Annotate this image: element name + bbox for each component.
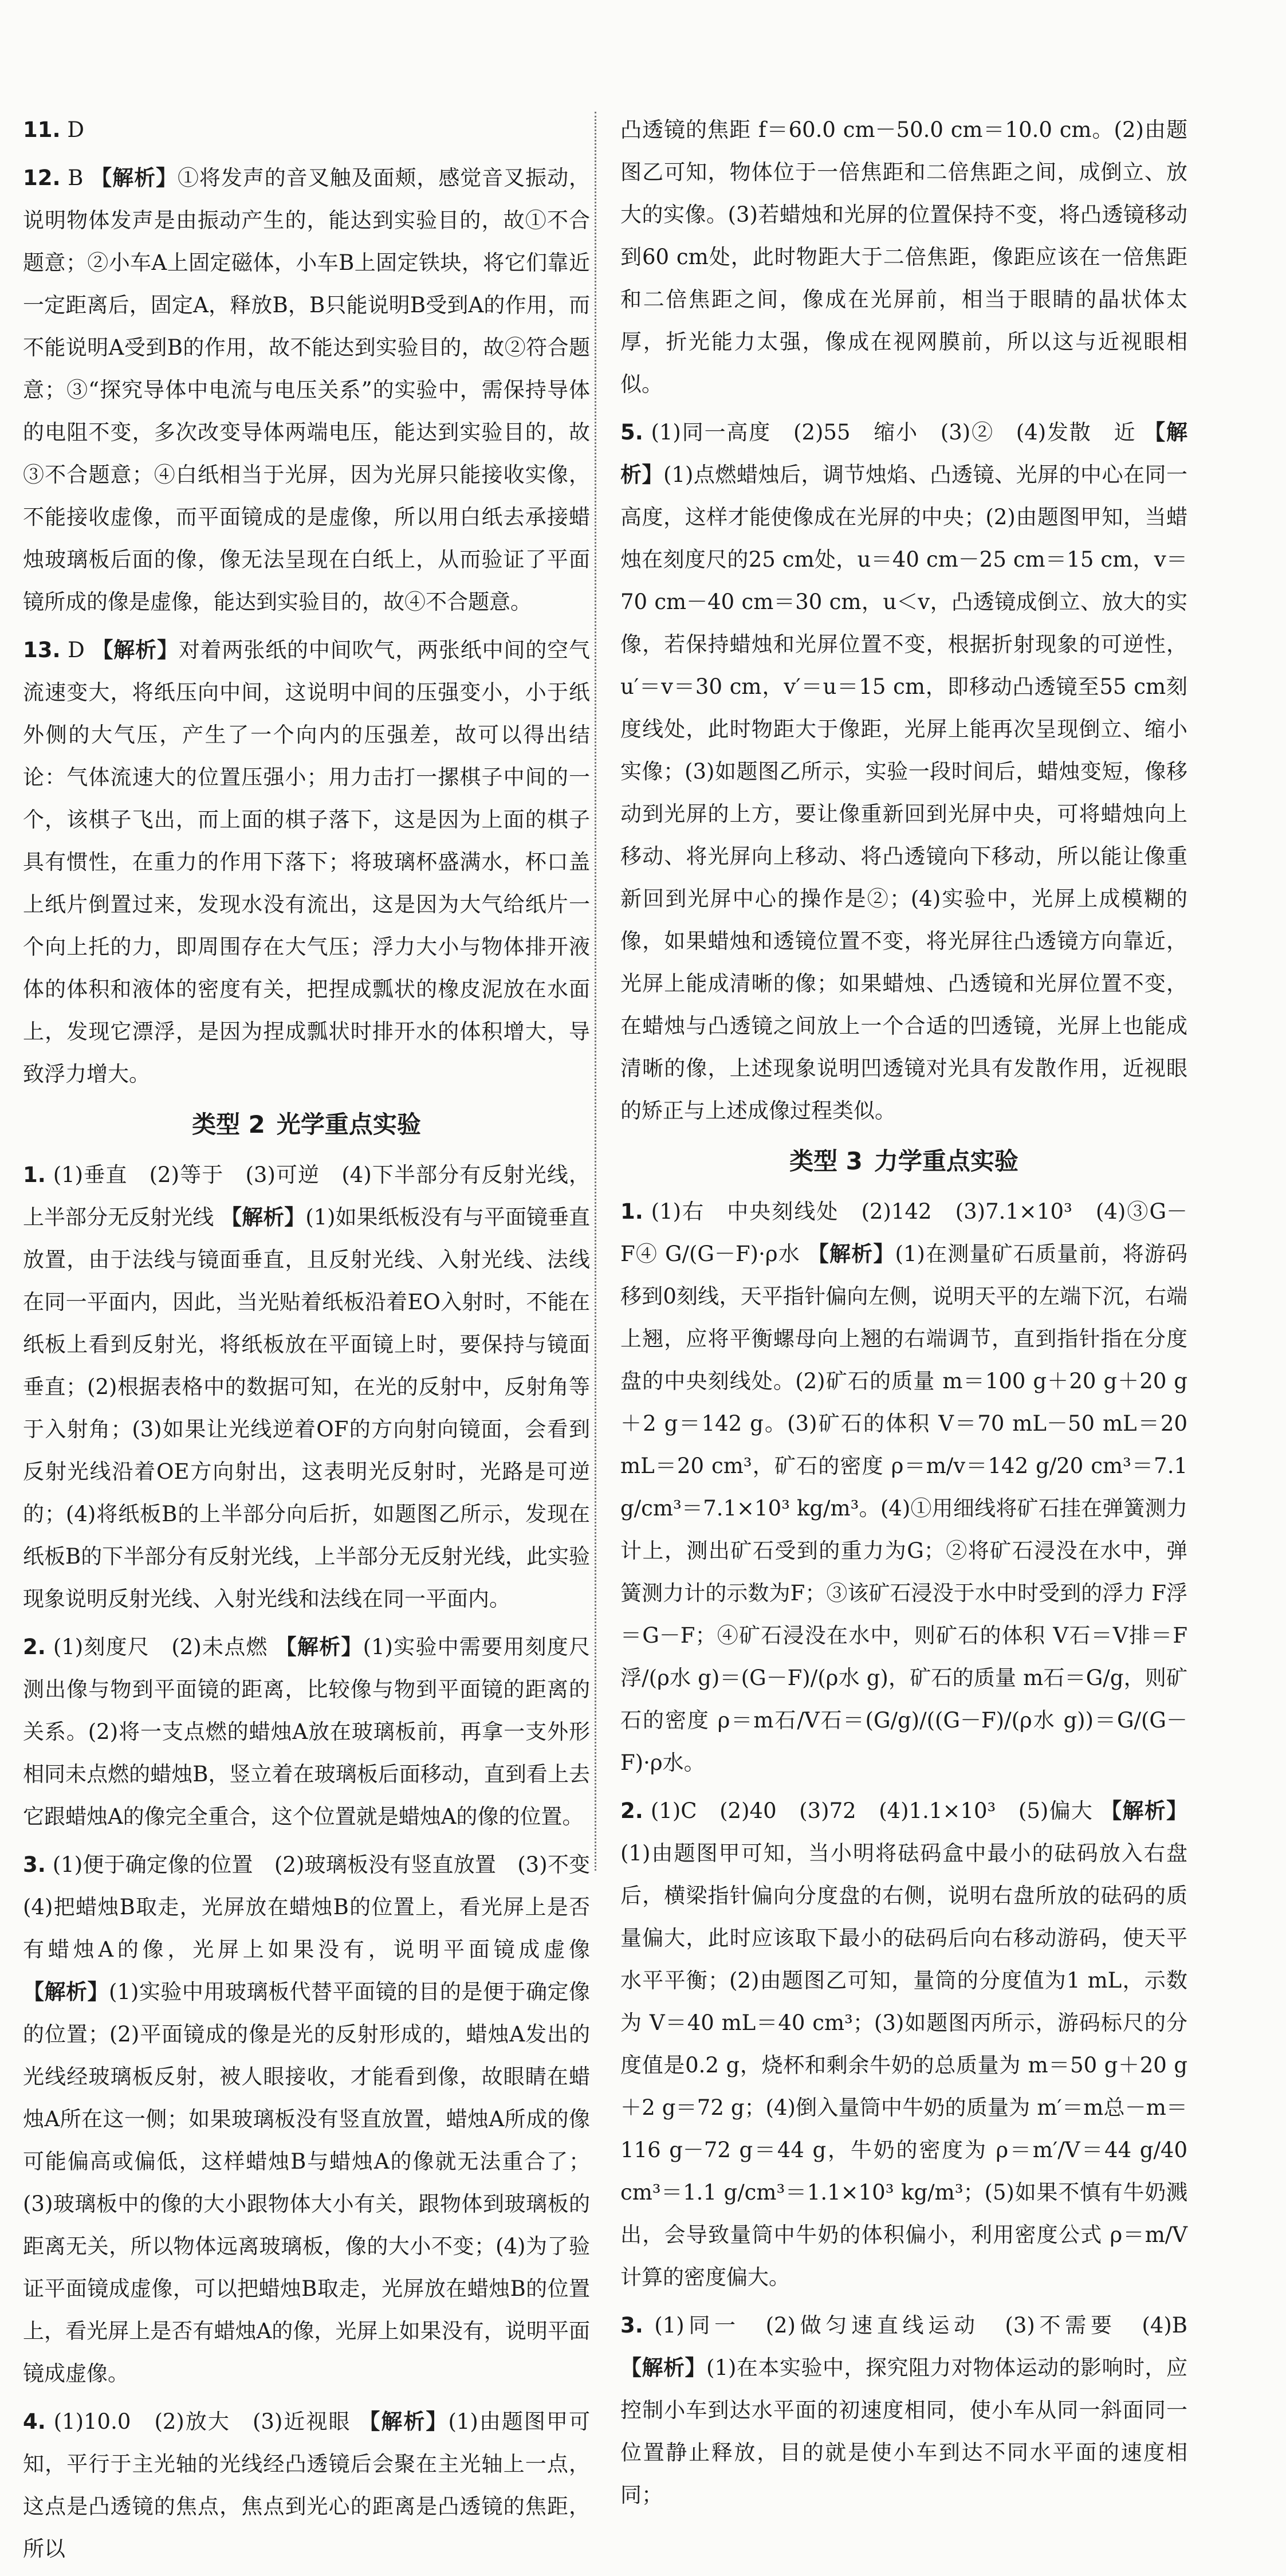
question-number: 3. bbox=[23, 1852, 46, 1877]
analysis-tag: 【解析】 bbox=[359, 2409, 449, 2434]
column-divider bbox=[595, 112, 596, 1871]
answer-text: (1)刻度尺 (2)未点燃 bbox=[53, 1635, 268, 1659]
analysis-text: (1)由题图甲可知，平行于主光轴的光线经凸透镜后会聚在主光轴上一点，这点是凸透镜的焦点，焦点到光心的距离是凸透镜的焦距，所以 bbox=[23, 2409, 590, 2561]
analysis-text: (1)实验中需要用刻度尺测出像与物到平面镜的距离，比较像与物到平面镜的距离的关系。(2)将一支点燃的蜡烛A放在玻璃板前，再拿一支外形相同未点燃的蜡烛B，竖立着在玻璃板后面移动，直到看上去它跟蜡烛A的像完全重合，这个位置就是蜡烛A的像的位置。 bbox=[23, 1635, 591, 1829]
answer-text: (1)右 中央刻线处 (2)142 (3)7.1×10³ (4)③G－F④ G/(G－F)·ρ水 bbox=[620, 1199, 1188, 1266]
question-number: 2. bbox=[620, 1799, 643, 1823]
analysis-tag: 【解析】 bbox=[92, 638, 179, 662]
question-number: 13. bbox=[23, 638, 61, 662]
question-number: 3. bbox=[620, 2313, 643, 2338]
right-column bbox=[620, 109, 1187, 2522]
analysis-tag: 【解析】 bbox=[275, 1635, 363, 1659]
question-number: 12. bbox=[23, 166, 61, 190]
right-items bbox=[620, 109, 1187, 1132]
answer-item bbox=[620, 2304, 1187, 2516]
analysis-text: ①将发声的音叉触及面颊，感觉音叉振动，说明物体发声是由振动产生的，能达到实验目的，故①不合题意；②小车A上固定磁体，小车B上固定铁块，将它们靠近一定距离后，固定A，释放B，B只能说明B受到A的作用，而不能说明A受到B的作用，故不能达到实验目的，故②符合题意；③“探究导体中电流与电压关系”的实验中，需保持导体的电阻不变，多次改变导体两端电压，能达到实验目的，故③不合题意；④白纸相当于光屏，因为光屏只能接收实像，不能接收虚像，而平面镜成的是虚像，所以用白纸去承接蜡烛玻璃板后面的像，像无法呈现在白纸上，从而验证了平面镜所成的像是虚像，能达到实验目的，故④不合题意。 bbox=[23, 166, 591, 614]
question-number: 11. bbox=[23, 117, 61, 142]
analysis-tag: 【解析】 bbox=[221, 1205, 306, 1230]
answer-text: D bbox=[68, 638, 85, 662]
question-number: 4. bbox=[23, 2409, 46, 2434]
answer-item bbox=[620, 411, 1187, 1132]
answer-text: (1)同一 (2)做匀速直线运动 (3)不需要 (4)B bbox=[654, 2313, 1187, 2338]
answer-item bbox=[23, 1154, 590, 1620]
question-number: 5. bbox=[620, 420, 643, 445]
analysis-tag: 【解析】 bbox=[91, 166, 178, 190]
answer-text: (1)C (2)40 (3)72 (4)1.1×10³ (5)偏大 bbox=[650, 1799, 1094, 1823]
answer-text: (1)10.0 (2)放大 (3)近视眼 bbox=[53, 2409, 351, 2434]
answer-text: D bbox=[67, 117, 84, 142]
section-title: 光学重点实验 bbox=[276, 1110, 421, 1138]
answer-text: (1)便于确定像的位置 (2)玻璃板没有竖直放置 (3)不变 (4)把蜡烛B取走，光屏放在蜡烛B的位置上，看光屏上是否有蜡烛A的像，光屏上如果没有，说明平面镜成虚像 bbox=[23, 1852, 611, 1962]
answer-item bbox=[620, 1790, 1187, 2299]
analysis-tag: 【解析】 bbox=[620, 420, 1188, 487]
analysis-tag: 【解析】 bbox=[23, 1980, 109, 2004]
answer-text: B bbox=[68, 166, 84, 190]
analysis-text: 对着两张纸的中间吹气，两张纸中间的空气流速变大，将纸压向中间，这说明中间的压强变小，小于纸外侧的大气压，产生了一个向内的压强差，故可以得出结论：气体流速大的位置压强小；用力击打一摞棋子中间的一个，该棋子飞出，而上面的棋子落下，这是因为上面的棋子具有惯性，在重力的作用下落下；将玻璃杯盛满水，杯口盖上纸片倒置过来，发现水没有流出，这是因为大气给纸片一个向上托的力，即周围存在大气压；浮力大小与物体排开液体的体积和液体的密度有关，把捏成瓢状的橡皮泥放在水面上，发现它漂浮，是因为捏成瓢状时排开水的体积增大，导致浮力增大。 bbox=[23, 638, 590, 1086]
analysis-tag: 【解析】 bbox=[620, 2355, 707, 2380]
section-heading-type-3 bbox=[620, 1140, 1187, 1183]
section-heading-type-2 bbox=[23, 1104, 590, 1146]
analysis-text: (1)如果纸板没有与平面镜垂直放置，由于法线与镜面垂直，且反射光线、入射光线、法线在同一平面内，因此，当光贴着纸板沿着EO入射时，不能在纸板上看到反射光，将纸板放在平面镜上时，要保持与镜面垂直；(2)根据表格中的数据可知，在光的反射中，反射角等于入射角；(3)如果让光线逆着OF的方向射向镜面，会看到反射光线沿着OE方向射出，这表明光反射时，光路是可逆的；(4)将纸板B的上半部分向后折，如题图乙所示，发现在纸板B的下半部分有反射光线，上半部分无反射光线，此实验现象说明反射光线、入射光线和法线在同一平面内。 bbox=[23, 1205, 590, 1611]
answer-item bbox=[23, 629, 590, 1095]
analysis-text: 凸透镜的焦距 f＝60.0 cm－50.0 cm＝10.0 cm。(2)由题图乙可知，物体位于一倍焦距和二倍焦距之间，成倒立、放大的实像。(3)若蜡烛和光屏的位置保持不变，将凸透镜移动到60 cm处，此时物距大于二倍焦距，像距应该在一倍焦距和二倍焦距之间，像成在光屏前，相当于眼睛的晶状体太厚，折光能力太强，像成在视网膜前，所以这与近视眼相似。 bbox=[620, 117, 1187, 396]
analysis-tag: 【解析】 bbox=[807, 1242, 895, 1266]
answer-text: (1)垂直 (2)等于 (3)可逆 (4)下半部分有反射光线，上半部分无反射光线 bbox=[23, 1163, 590, 1230]
question-number: 1. bbox=[23, 1163, 46, 1187]
answer-item bbox=[23, 2401, 590, 2570]
answer-text: (1)同一高度 (2)55 缩小 (3)② (4)发散 近 bbox=[651, 420, 1136, 445]
left-column bbox=[23, 109, 611, 2576]
analysis-text: (1)在本实验中，探究阻力对物体运动的影响时，应控制小车到达水平面的初速度相同，使小车从同一斜面同一位置静止释放，目的就是使小车到达不同水平面的速度相同； bbox=[620, 2355, 1187, 2507]
answer-item bbox=[23, 1626, 590, 1838]
analysis-text: (1)在测量矿石质量前，将游码移到0刻线，天平指针偏向左侧，说明天平的左端下沉，右端上翘，应将平衡螺母向上翘的右端调节，直到指针指在分度盘的中央刻线处。(2)矿石的质量 m＝100 g＋20 g＋20 g＋2 g＝142 g。(3)矿石的体积 V＝70 mL－50 mL＝20 mL＝20 cm³，矿石的密度 ρ＝m/v＝142 g/20 cm³＝7.1 g/cm³＝7.1×10³ kg/m³。(4)①用细线将矿石挂在弹簧测力计上，测出矿石受到的重力为G；②将矿石浸没在水中，弹簧测力计的示数为F；③该矿石浸没于水中时受到的浮力 F浮＝G－F；④矿石浸没在水中，则矿石的体积 V石＝V排＝F浮/(ρ水 g)＝(G－F)/(ρ水 g)，矿石的质量 m石＝G/g，则矿石的密度 ρ＝m石/V石＝(G/g)/((G－F)/(ρ水 g))＝G/(G－F)·ρ水。 bbox=[620, 1242, 1187, 1775]
answer-item bbox=[23, 109, 590, 151]
analysis-text: (1)由题图甲可知，当小明将砝码盒中最小的砝码放入右盘后，横梁指针偏向分度盘的右侧，说明右盘所放的砝码的质量偏大，此时应该取下最小的砝码后向右移动游码，使天平水平平衡；(2)由题图乙可知，量筒的分度值为1 mL，示数为 V＝40 mL＝40 cm³；(3)如题图丙所示，游码标尺的分度值是0.2 g，烧杯和剩余牛奶的总质量为 m＝50 g＋20 g＋2 g＝72 g；(4)倒入量筒中牛奶的质量为 m′＝m总－m＝116 g－72 g＝44 g，牛奶的密度为 ρ＝m′/V＝44 g/40 cm³＝1.1 g/cm³＝1.1×10³ kg/m³；(5)如果不慎有牛奶溅出，会导致量筒中牛奶的体积偏小，利用密度公式 ρ＝m/V 计算的密度偏大。 bbox=[620, 1841, 1187, 2290]
analysis-tag: 【解析】 bbox=[1100, 1799, 1188, 1823]
answer-item bbox=[23, 157, 590, 623]
left-items-2 bbox=[23, 1154, 611, 2570]
left-items bbox=[23, 109, 590, 1095]
question-number: 2. bbox=[23, 1635, 46, 1659]
answer-item bbox=[620, 1191, 1187, 1784]
answer-item bbox=[620, 109, 1187, 406]
section-label: 类型 3 bbox=[789, 1147, 863, 1175]
answer-item bbox=[23, 1844, 611, 2395]
analysis-text: (1)点燃蜡烛后，调节烛焰、凸透镜、光屏的中心在同一高度，这样才能使像成在光屏的中央；(2)由题图甲知，当蜡烛在刻度尺的25 cm处，u＝40 cm－25 cm＝15 cm，v＝70 cm－40 cm＝30 cm，u＜v，凸透镜成倒立、放大的实像，若保持蜡烛和光屏位置不变，根据折射现象的可逆性，u′＝v＝30 cm，v′＝u＝15 cm，即移动凸透镜至55 cm刻度线处，此时物距大于像距，光屏上能再次呈现倒立、缩小实像；(3)如题图乙所示，实验一段时间后，蜡烛变短，像移动到光屏的上方，要让像重新回到光屏中央，可将蜡烛向上移动、将光屏向上移动、将凸透镜向下移动，所以能让像重新回到光屏中心的操作是②；(4)实验中，光屏上成模糊的像，如果蜡烛和透镜位置不变，将光屏往凸透镜方向靠近，光屏上能成清晰的像；如果蜡烛、凸透镜和光屏位置不变，在蜡烛与凸透镜之间放上一个合适的凹透镜，光屏上也能成清晰的像，上述现象说明凹透镜对光具有发散作用，近视眼的矫正与上述成像过程类似。 bbox=[620, 462, 1187, 1123]
analysis-text: (1)实验中用玻璃板代替平面镜的目的是便于确定像的位置；(2)平面镜成的像是光的反射形成的，蜡烛A发出的光线经玻璃板反射，被人眼接收，才能看到像，故眼睛在蜡烛A所在这一侧；如果玻璃板没有竖直放置，蜡烛A所成的像可能偏高或偏低，这样蜡烛B与蜡烛A的像就无法重合了；(3)玻璃板中的像的大小跟物体大小有关，跟物体到玻璃板的距离无关，所以物体远离玻璃板，像的大小不变；(4)为了验证平面镜成虚像，可以把蜡烛B取走，光屏放在蜡烛B的位置上，看光屏上是否有蜡烛A的像，光屏上如果没有，说明平面镜成虚像。 bbox=[23, 1980, 590, 2386]
section-label: 类型 2 bbox=[192, 1110, 265, 1138]
question-number: 1. bbox=[620, 1199, 643, 1224]
section-title: 力学重点实验 bbox=[874, 1147, 1018, 1175]
right-items-2 bbox=[620, 1191, 1187, 2516]
